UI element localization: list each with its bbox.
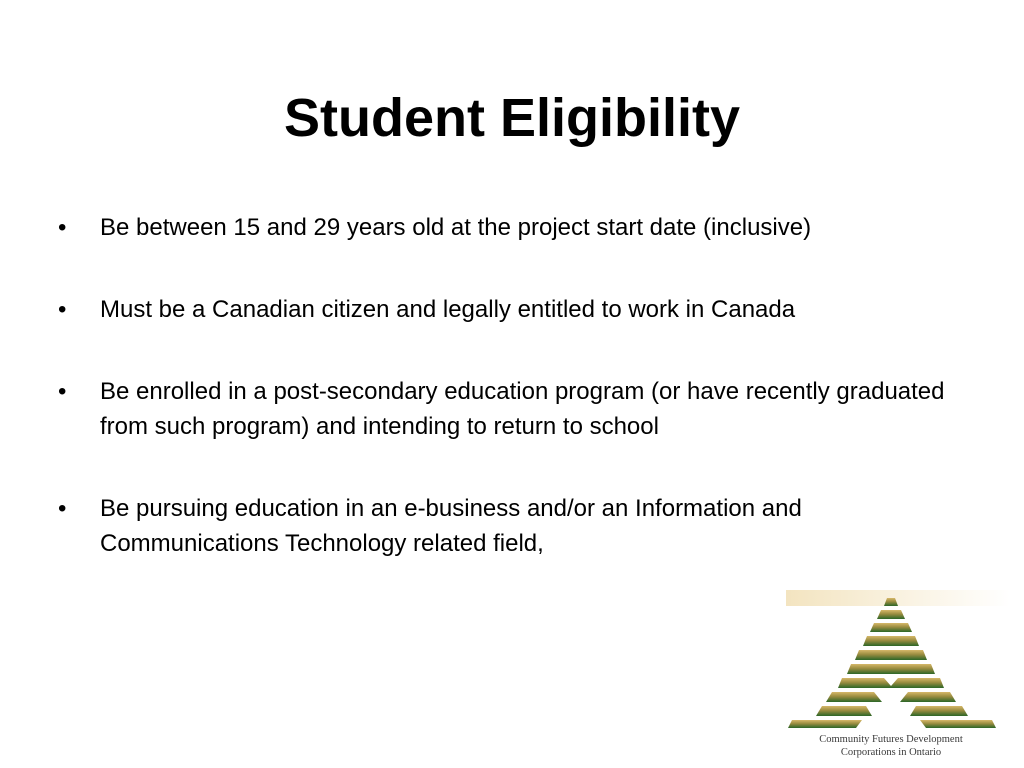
bullet-text: Be pursuing education in an e-business and/or an Information and Communications Technology related field, <box>100 495 802 557</box>
logo-text-line2: Corporations in Ontario <box>840 747 942 758</box>
bullet-item <box>58 491 958 561</box>
bullet-list <box>58 210 958 608</box>
bullet-item <box>58 210 958 245</box>
slide-title: Student Eligibility <box>284 88 740 148</box>
bullet-text: Must be a Canadian citizen and legally entitled to work in Canada <box>100 296 796 323</box>
bullet-marker: • <box>58 495 67 522</box>
bullet-text: Be enrolled in a post-secondary education program (or have recently graduated from such program) and intending to return to school <box>100 378 945 440</box>
pyramid-logo-icon <box>786 590 1010 732</box>
cfdc-logo <box>786 590 1010 760</box>
bullet-item <box>58 292 958 327</box>
bullet-marker: • <box>58 378 67 405</box>
bullet-text: Be between 15 and 29 years old at the project start date (inclusive) <box>100 214 812 241</box>
bullet-marker: • <box>58 296 67 323</box>
bullet-item <box>58 374 958 444</box>
bullet-marker: • <box>58 214 67 241</box>
logo-text-line1: Community Futures Development <box>819 734 963 745</box>
